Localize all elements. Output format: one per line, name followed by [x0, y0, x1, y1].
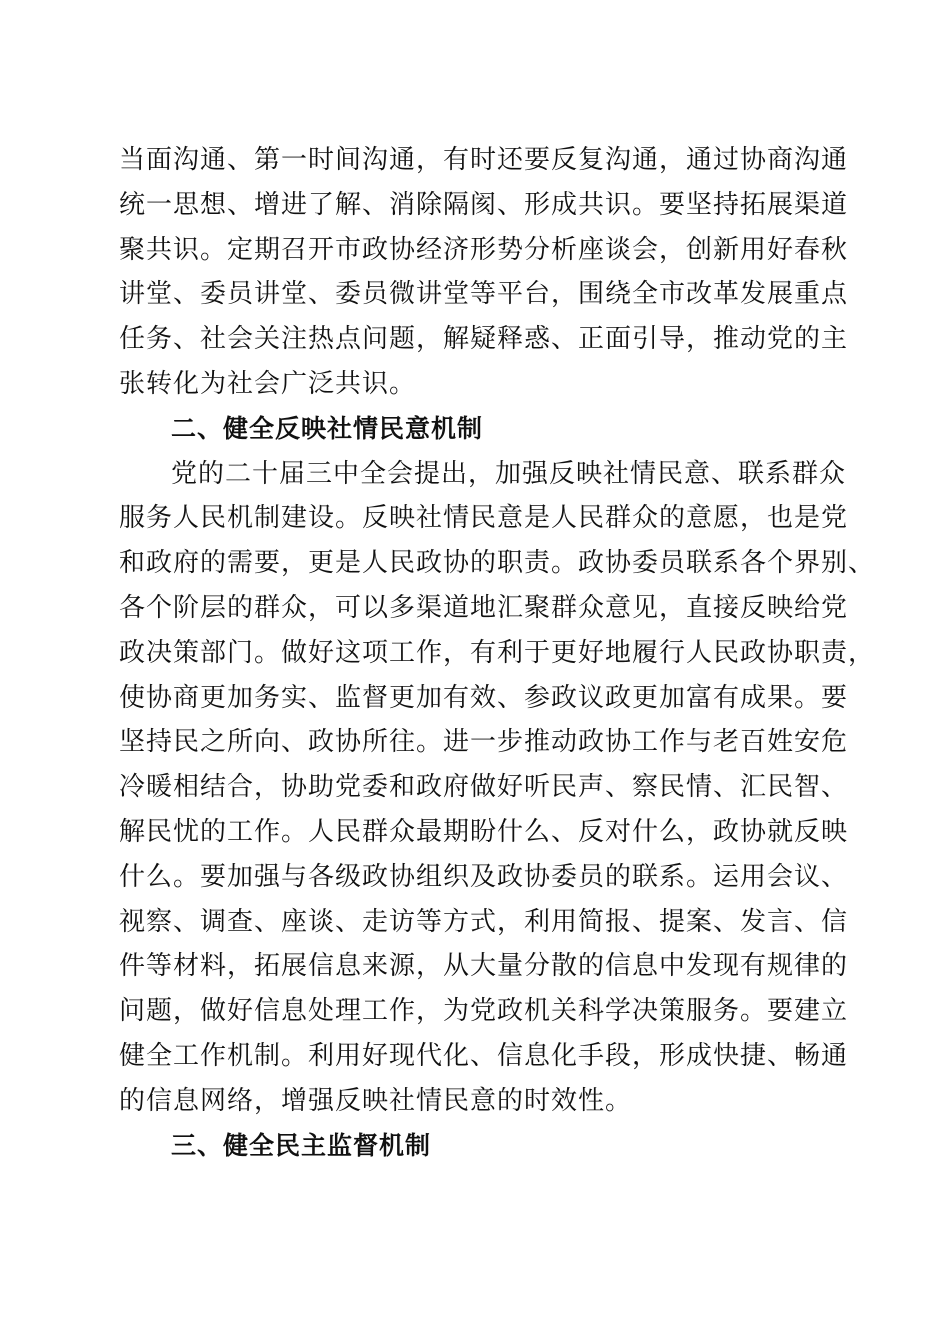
text-line: 件等材料，拓展信息来源，从大量分散的信息中发现有规律的: [119, 951, 849, 982]
text-line: 什么。要加强与各级政协组织及政协委员的联系。运用会议、: [119, 861, 849, 892]
text-line: 的信息网络，增强反映社情民意的时效性。: [119, 1085, 633, 1116]
text-line: 当面沟通、第一时间沟通，有时还要反复沟通，通过协商沟通: [119, 145, 849, 175]
text-line: 聚共识。定期召开市政协经济形势分析座谈会，创新用好春秋: [119, 234, 849, 265]
text-line: 统一思想、增进了解、消除隔阂、形成共识。要坚持拓展渠道: [119, 189, 849, 220]
text-line: 解民忧的工作。人民群众最期盼什么、反对什么，政协就反映: [119, 816, 849, 847]
paragraph-2: [119, 452, 876, 1124]
text-line: 任务、社会关注热点问题，解疑释惑、正面引导，推动党的主: [119, 324, 849, 355]
section-heading-3: 三、健全民主监督机制: [171, 1130, 432, 1160]
text-line: 和政府的需要，更是人民政协的职责。政协委员联系各个界别、: [119, 548, 876, 579]
paragraph-1: [119, 138, 849, 407]
text-line: 党的二十届三中全会提出，加强反映社情民意、联系群众: [171, 458, 847, 489]
text-line: 政决策部门。做好这项工作，有利于更好地履行人民政协职责，: [119, 637, 876, 668]
text-line: 坚持民之所向、政协所往。进一步推动政协工作与老百姓安危: [119, 727, 849, 758]
text-line: 视察、调查、座谈、走访等方式，利用简报、提案、发言、信: [119, 906, 849, 937]
text-line: 问题，做好信息处理工作，为党政机关科学决策服务。要建立: [119, 996, 849, 1027]
text-line: 健全工作机制。利用好现代化、信息化手段，形成快捷、畅通: [119, 1040, 849, 1071]
text-line: 冷暖相结合，协助党委和政府做好听民声、察民情、汇民智、: [119, 772, 849, 803]
document-body: [119, 138, 876, 1168]
text-line: 各个阶层的群众，可以多渠道地汇聚群众意见，直接反映给党: [119, 592, 849, 623]
text-line: 服务人民机制建设。反映社情民意是人民群众的意愿，也是党: [119, 503, 849, 534]
text-line: 使协商更加务实、监督更加有效、参政议政更加富有成果。要: [119, 682, 849, 713]
text-line: 讲堂、委员讲堂、委员微讲堂等平台，围绕全市改革发展重点: [119, 279, 849, 310]
text-line: 张转化为社会广泛共识。: [119, 368, 417, 399]
section-heading-2: 二、健全反映社情民意机制: [171, 413, 484, 443]
